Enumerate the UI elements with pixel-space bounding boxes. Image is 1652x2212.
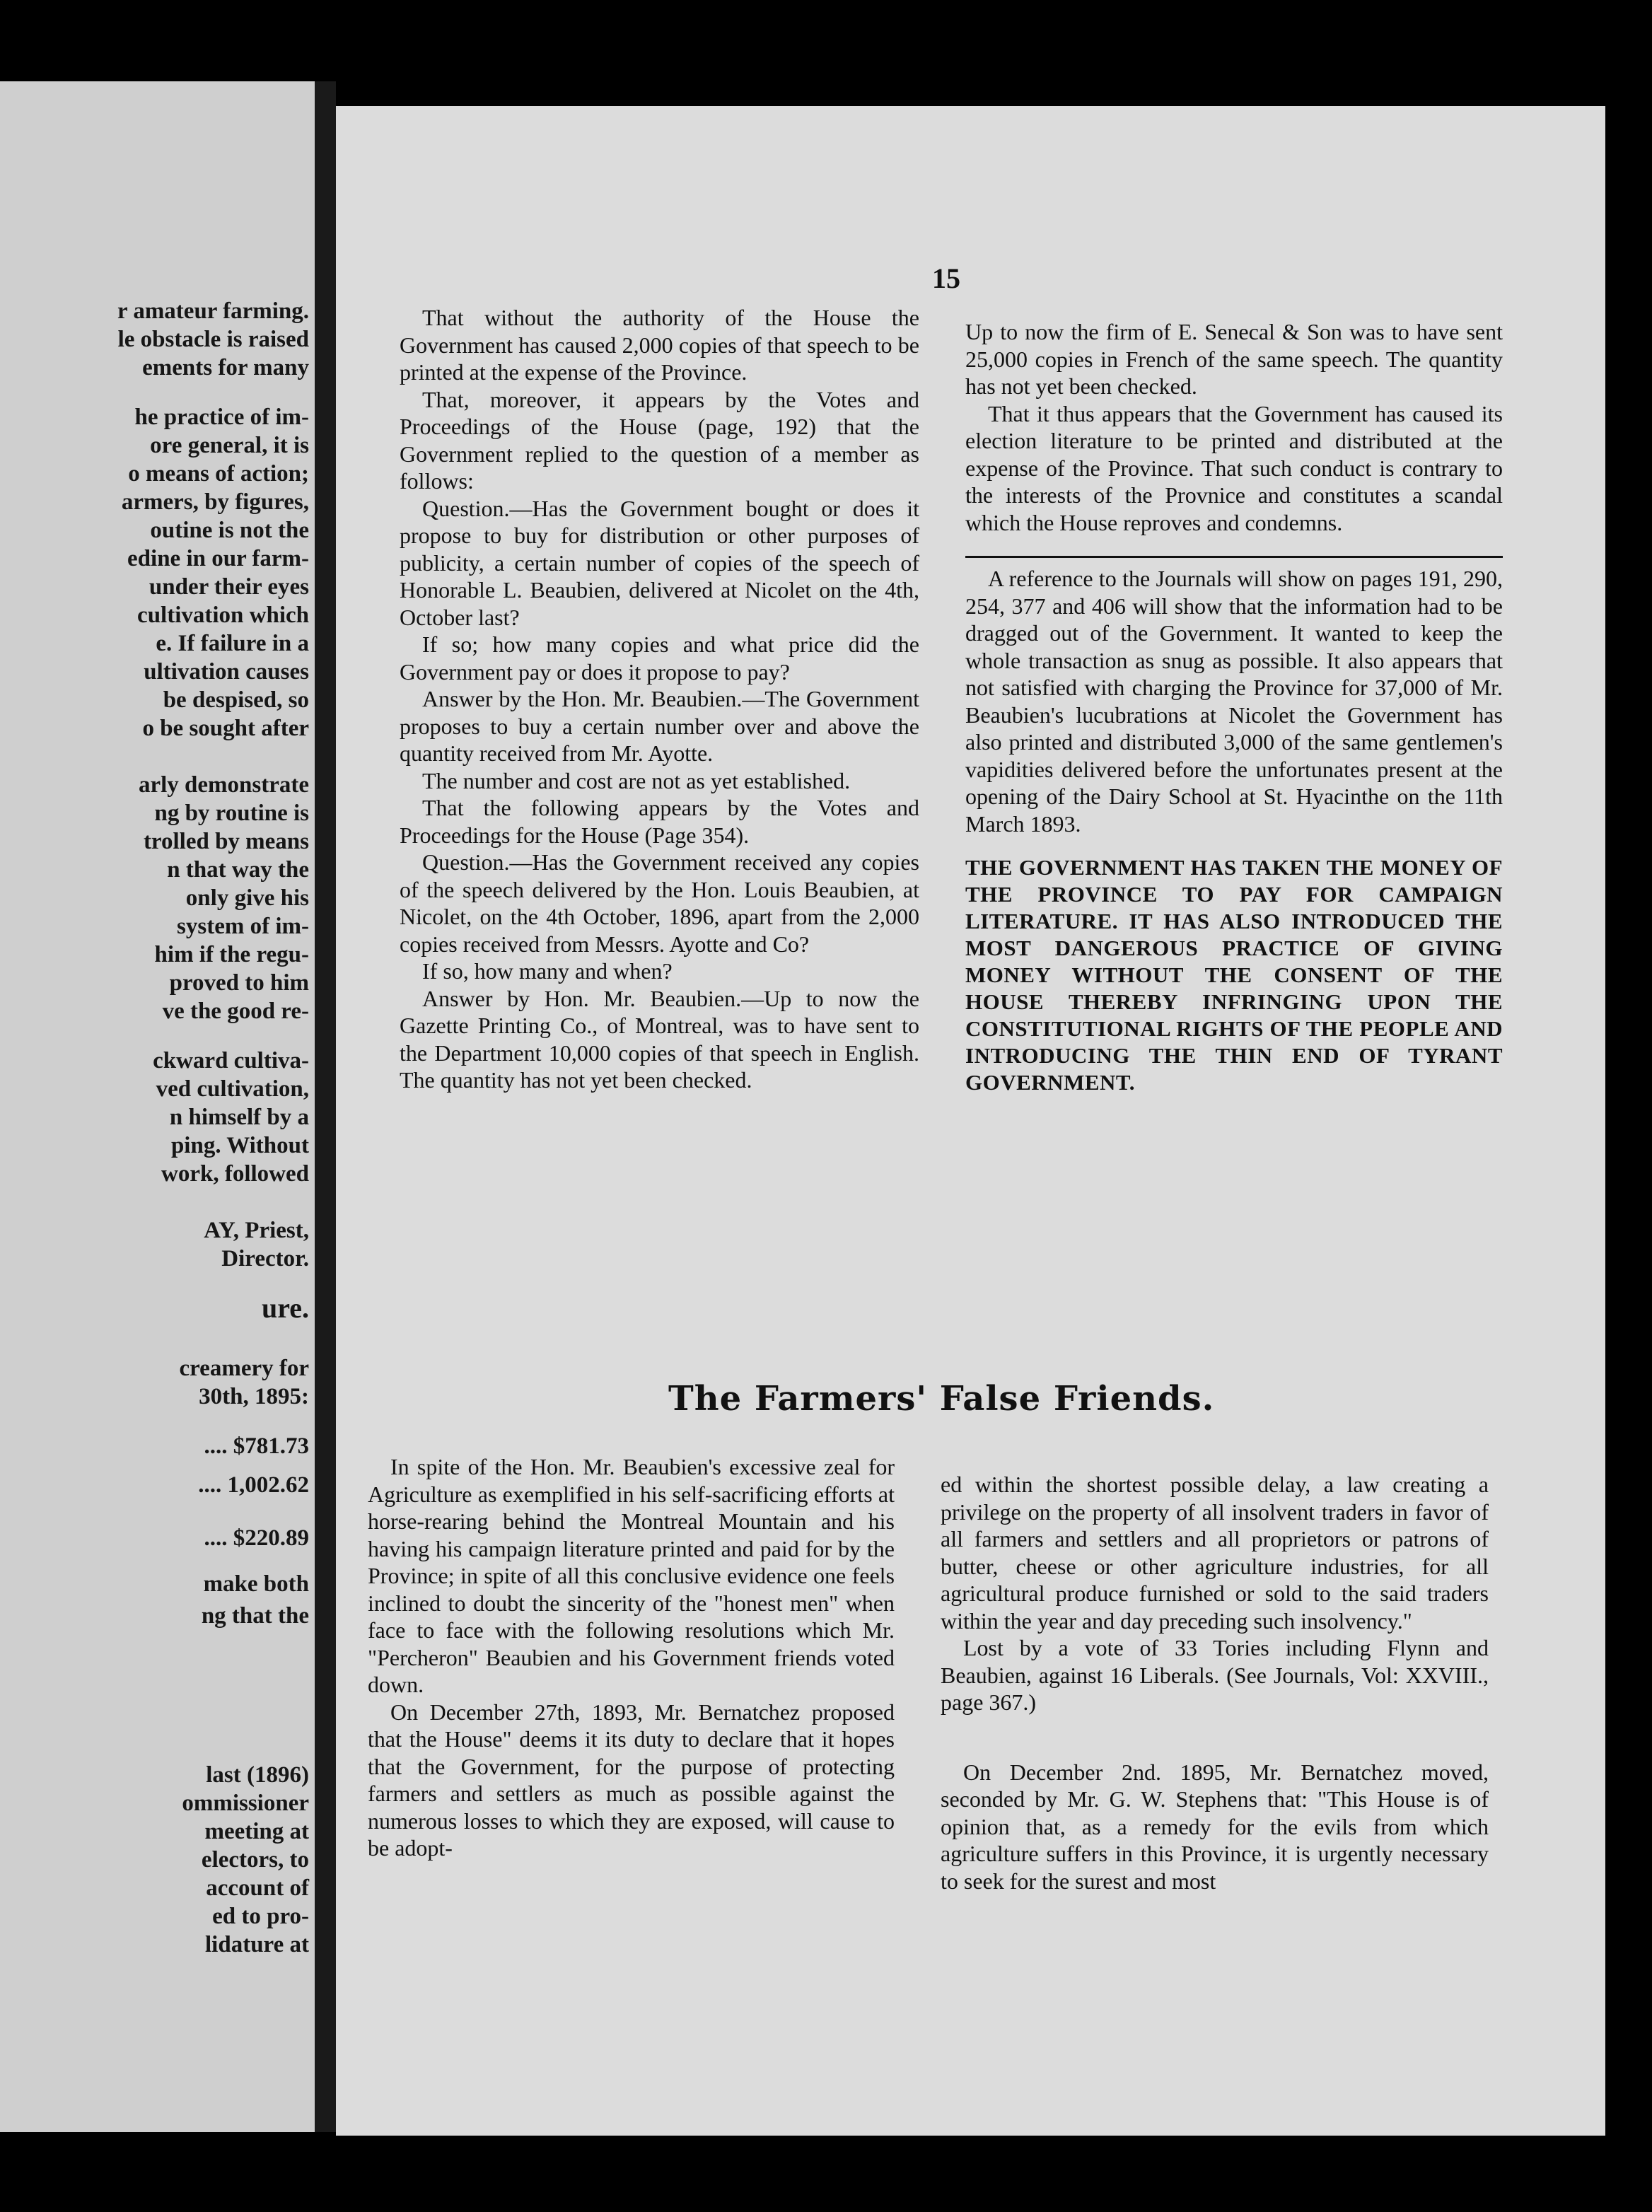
left-fragment: under their eyes [149, 574, 309, 600]
paragraph: That, moreover, it appears by the Votes and Proceedings of the House (page, 192) that the Government replied to the question of a member as follows: [400, 386, 919, 494]
left-fragment: arly demonstrate [138, 772, 309, 798]
paragraph: Question.—Has the Government received any copies of the speech delivered by the Hon. Louis Beaubien, at Nicolet, on the 4th October, 1896, apart from the 2,000 copies received from Messrs. Ayotte and Co? [400, 849, 919, 957]
left-fragment: system of im- [177, 914, 309, 939]
paragraph: If so; how many copies and what price did the Government pay or does it propose to pay? [400, 631, 919, 685]
left-fragment: account of [206, 1875, 309, 1901]
left-fragment: make both [203, 1571, 309, 1597]
left-fragment: ng by routine is [154, 801, 309, 826]
paragraph: That the following appears by the Votes and Proceedings for the House (Page 354). [400, 795, 919, 848]
left-fragment: .... $220.89 [204, 1525, 309, 1551]
page-gutter [315, 81, 336, 2132]
paragraph: Up to now the firm of E. Senecal & Son was to have sent 25,000 copies in French of the same speech. The quantity has not yet been checked. [965, 319, 1503, 399]
left-fragment: ckward cultiva- [153, 1048, 309, 1073]
left-fragment: .... 1,002.62 [198, 1472, 309, 1498]
column-a [400, 304, 919, 1094]
left-fragment: n that way the [167, 857, 309, 883]
left-fragment: armers, by figures, [121, 489, 309, 515]
left-fragment: le obstacle is raised [117, 327, 309, 352]
left-fragment: him if the regu- [154, 942, 309, 967]
left-fragment: ping. Without [170, 1133, 309, 1158]
column-d [941, 1471, 1489, 1894]
paragraph: That without the authority of the House the Government has caused 2,000 copies of that speech to be printed at the expense of the Province. [400, 305, 919, 385]
paragraph: The number and cost are not as yet established. [422, 767, 851, 793]
left-fragment: ve the good re- [162, 999, 309, 1024]
left-fragment: outine is not the [150, 518, 309, 543]
left-fragment: lidature at [205, 1932, 309, 1957]
right-page [336, 106, 1605, 2136]
left-fragment: cultivation which [137, 603, 309, 628]
left-fragment: he practice of im- [134, 404, 309, 430]
paragraph: ed within the shortest possible delay, a law creating a privilege on the property of all insolvent traders in favor of all farmers and settlers and all proprietors or patrons of butter, cheese or other agriculture industries, for all agricultural produce furnished or sold to the said traders within the year and day preceding such insolvency." [941, 1472, 1489, 1634]
left-fragment: ved cultivation, [156, 1076, 309, 1102]
left-fragment: electors, to [201, 1847, 309, 1873]
paragraph: On December 2nd. 1895, Mr. Bernatchez moved, seconded by Mr. G. W. Stephens that: "This House is of opinion that, as a remedy for the evils from which agriculture suffers in this Province, it is urgently necessary to seek for the surest and most [941, 1759, 1489, 1894]
column-b [965, 318, 1503, 1096]
left-fragment: creamery for [179, 1356, 309, 1381]
journal-reference [965, 556, 1503, 837]
paragraph: Answer by the Hon. Mr. Beaubien.—The Government proposes to buy a certain number over and above the quantity received from Mr. Ayotte. [400, 686, 919, 766]
capitalized-statement: THE GOVERNMENT HAS TAKEN THE MONEY OF THE PROVINCE TO PAY FOR CAMPAIGN LITERATURE. IT HAS ALSO INTRODUCED THE MOST DANGEROUS PRACTICE OF GIVING MONEY WITHOUT THE CONSENT OF THE HOUSE THEREBY INFRINGING UPON THE CONSTITUTIONAL RIGHTS OF THE PEOPLE AND INTRODUCING THE THIN END OF TYRANT GOVERNMENT. [965, 855, 1503, 1095]
page-number: 15 [932, 262, 960, 294]
left-fragment: ore general, it is [150, 433, 309, 458]
left-fragment: ements for many [142, 355, 309, 380]
left-fragment: ng that the [201, 1603, 309, 1629]
paragraph: Answer by Hon. Mr. Beaubien.—Up to now the Gazette Printing Co., of Montreal, was to have sent to the Department 10,000 copies of that speech in English. The quantity has not yet been checked. [400, 985, 919, 1093]
left-fragment: only give his [185, 885, 309, 911]
left-fragment: ure. [261, 1292, 309, 1324]
left-fragment: ultivation causes [144, 659, 309, 685]
paragraph: That it thus appears that the Government has caused its election literature to be printed and distributed at the expense of the Province. That such conduct is contrary to the interests of the Provnice and constitutes a scandal which the House reproves and condemns. [965, 400, 1503, 535]
left-fragment: edine in our farm- [127, 546, 309, 571]
section-heading: The Farmers' False Friends. [668, 1379, 1215, 1419]
paragraph: In spite of the Hon. Mr. Beaubien's excessive zeal for Agriculture as exemplified in his self-sacrificing efforts at horse-rearing behind the Montreal Mountain and his having his campaign literature printed and paid for by the Province; in spite of all this conclusive evidence one feels inclined to doubt the sincerity of the "honest men" when face to face with the following resolutions which Mr. "Percheron" Beaubien and his Government friends voted down. [368, 1454, 895, 1697]
left-fragment: 30th, 1895: [199, 1384, 309, 1409]
left-fragment: .... $781.73 [204, 1433, 309, 1459]
left-fragment: n himself by a [169, 1105, 309, 1130]
column-c [368, 1453, 895, 1862]
left-fragment: work, followed [161, 1161, 309, 1187]
left-fragment: trolled by means [143, 829, 309, 854]
paragraph: Lost by a vote of 33 Tories including Flynn and Beaubien, against 16 Liberals. (See Journals, Vol: XXVIII., page 367.) [941, 1635, 1489, 1715]
left-fragment: o means of action; [128, 461, 309, 487]
left-facing-page [0, 81, 315, 2132]
paragraph: On December 27th, 1893, Mr. Bernatchez proposed that the House" deems it its duty to declare that it hopes that the Government, for the purpose of protecting farmers and settlers as much as possible against the numerous losses to which they are exposed, will cause to be adopt- [368, 1699, 895, 1861]
left-fragment: last (1896) [206, 1762, 309, 1788]
paragraph: Question.—Has the Government bought or does it propose to buy for distribution or other purposes of publicity, a certain number of copies of the speech of Honorable L. Beaubien, delivered at Nicolet on the 4th, October last? [400, 495, 919, 630]
left-fragment: meeting at [204, 1819, 309, 1844]
left-fragment: ed to pro- [212, 1904, 309, 1929]
left-fragment: proved to him [169, 970, 309, 996]
left-fragment: r amateur farming. [117, 298, 309, 324]
paragraph: If so, how many and when? [422, 958, 673, 984]
left-fragment: be despised, so [163, 687, 309, 713]
left-fragment: ommissioner [182, 1791, 309, 1816]
left-fragment: Director. [221, 1246, 309, 1271]
left-fragment: o be sought after [142, 716, 309, 741]
paragraph: A reference to the Journals will show on pages 191, 290, 254, 377 and 406 will show that the information had to be dragged out of the Government. It wanted to keep the whole transaction as snug as possible. It also appears that not satisfied with charging the Province for 37,000 of Mr. Beaubien's lucubrations at Nicolet the Government has also printed and distributed 3,000 of the same gentlemen's vapidities delivered before the unfortunates present at the opening of the Dairy School at St. Hyacinthe on the 11th March 1893. [965, 566, 1503, 837]
left-fragment: AY, Priest, [204, 1218, 309, 1243]
left-fragment: e. If failure in a [156, 631, 309, 656]
